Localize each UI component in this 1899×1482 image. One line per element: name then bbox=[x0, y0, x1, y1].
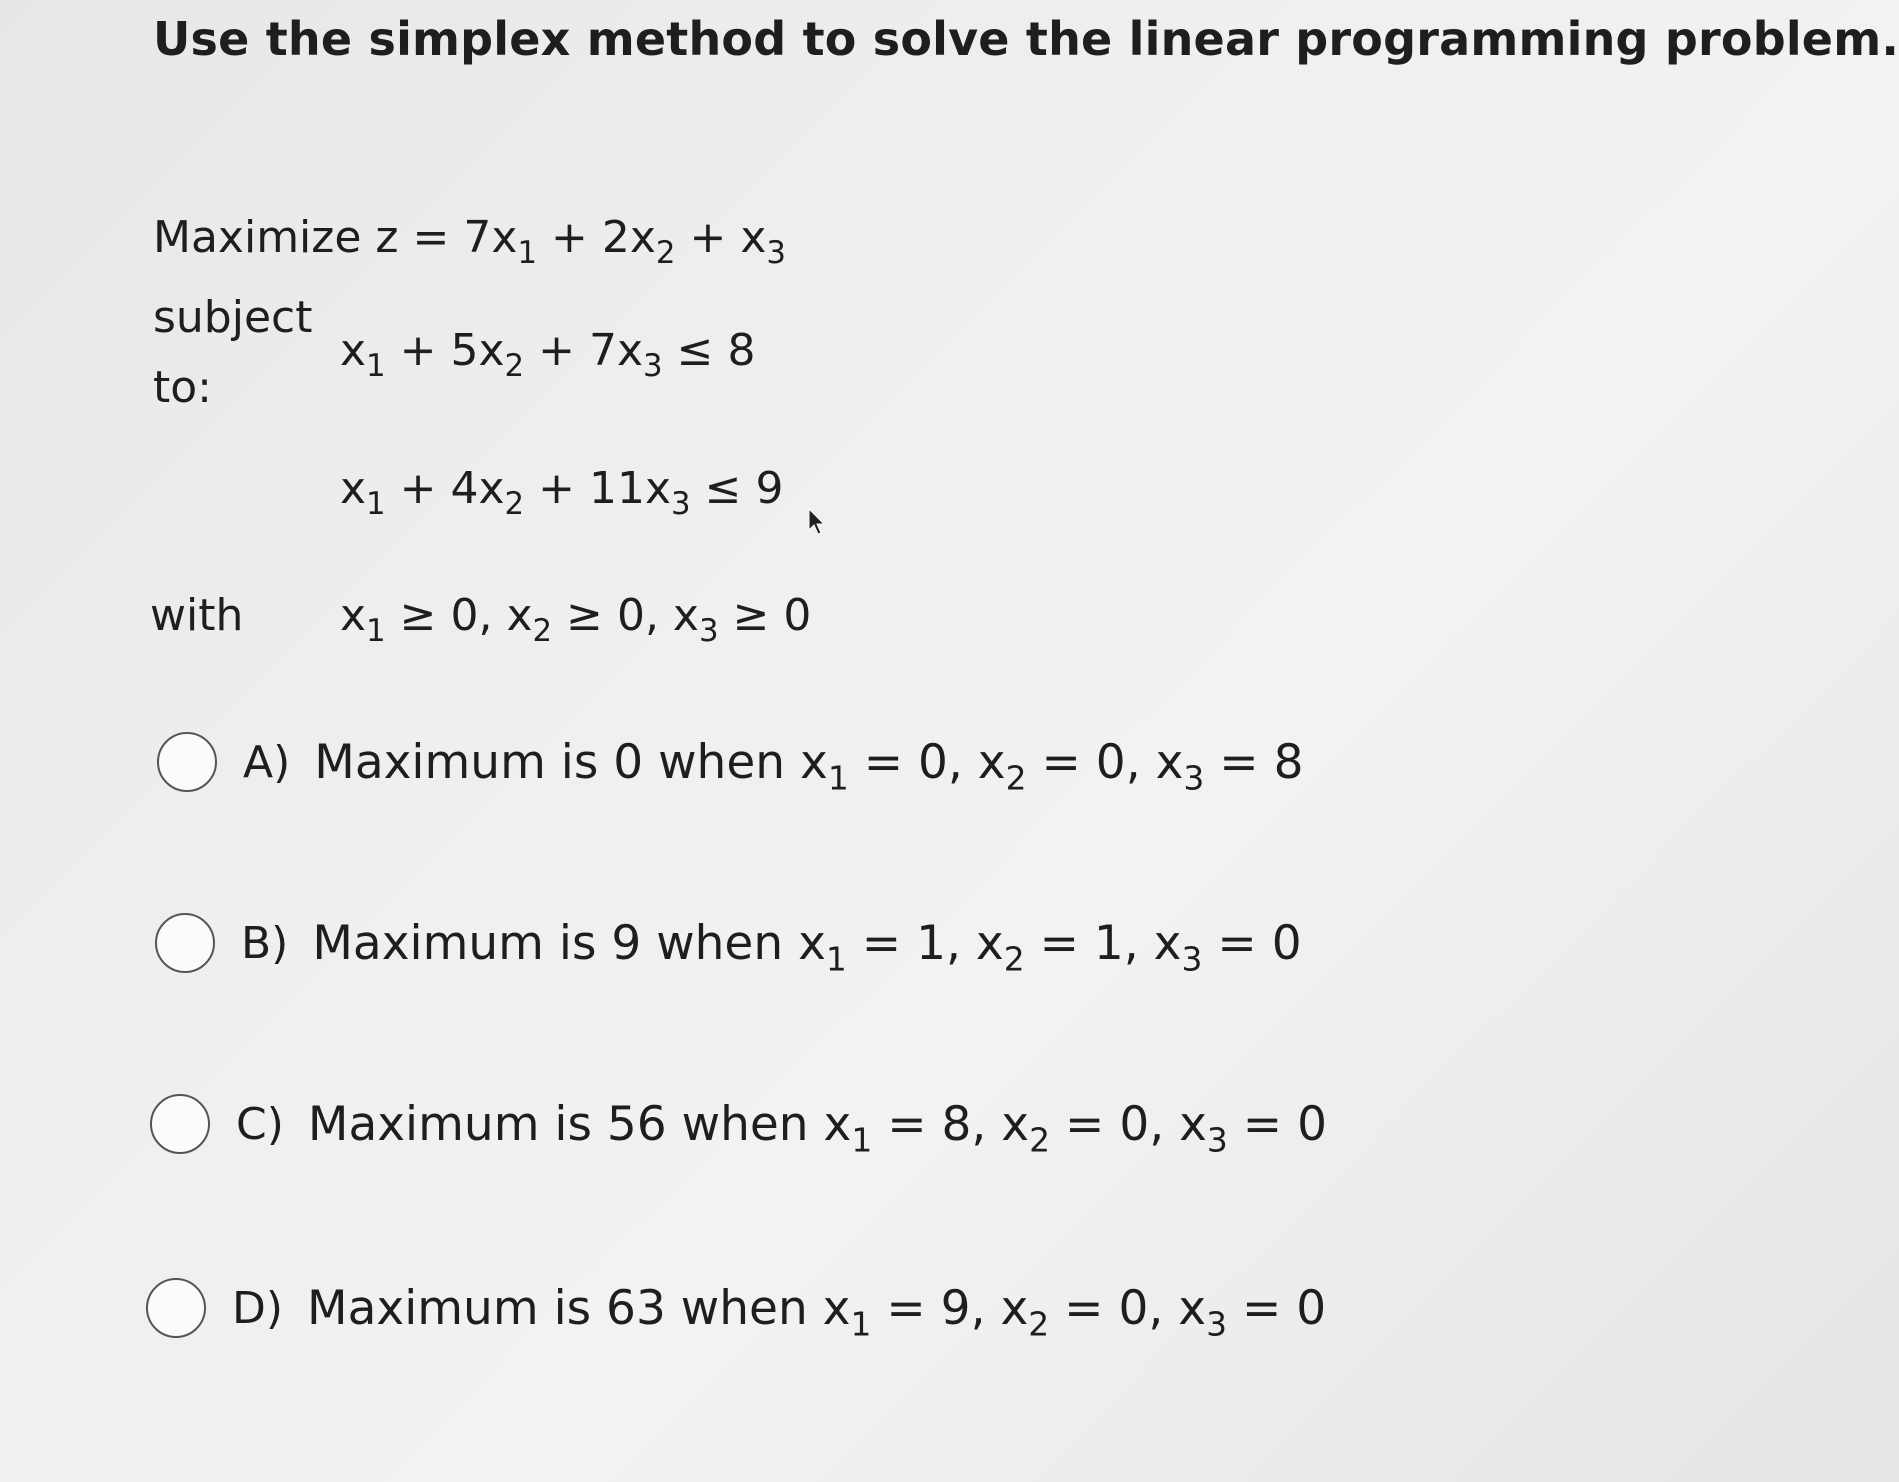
option-text-part: Maximum is 56 when x bbox=[307, 1096, 852, 1152]
radio-button-d[interactable] bbox=[146, 1278, 206, 1338]
option-letter: D) bbox=[232, 1282, 284, 1334]
subscript: 1 bbox=[825, 939, 847, 978]
constraint-part: + 4x bbox=[385, 463, 505, 514]
nonneg-part: x bbox=[340, 590, 367, 641]
subscript: 2 bbox=[1028, 1304, 1050, 1343]
subscript: 2 bbox=[1005, 758, 1027, 797]
nonneg-part: ≥ 0, x bbox=[552, 590, 699, 641]
option-letter: A) bbox=[243, 736, 291, 788]
option-text-part: = 1, x bbox=[1024, 915, 1182, 971]
option-text bbox=[314, 734, 1304, 797]
option-text-part: = 8, x bbox=[872, 1096, 1030, 1152]
option-text-part: = 0 bbox=[1227, 1096, 1328, 1152]
subscript: 1 bbox=[827, 758, 849, 797]
nonnegativity-constraints bbox=[340, 590, 812, 649]
constraint-part: ≤ 9 bbox=[690, 463, 784, 514]
objective-function bbox=[153, 212, 786, 271]
option-text-part: = 1, x bbox=[846, 915, 1004, 971]
option-text-part: = 8 bbox=[1204, 734, 1304, 790]
subscript: 3 bbox=[643, 347, 663, 384]
option-letter: C) bbox=[236, 1098, 284, 1150]
nonneg-part: ≥ 0 bbox=[718, 590, 812, 641]
option-text-part: = 0 bbox=[1202, 915, 1302, 971]
objective-part: + 2x bbox=[537, 212, 656, 263]
to-label: to: bbox=[153, 362, 212, 413]
objective-part: Maximize z = 7x bbox=[153, 212, 518, 263]
subscript: 1 bbox=[517, 234, 538, 271]
subscript: 2 bbox=[655, 234, 676, 271]
option-c[interactable] bbox=[150, 1094, 1328, 1159]
with-label: with bbox=[150, 590, 244, 641]
option-text-part: = 0, x bbox=[1026, 734, 1184, 790]
subscript: 1 bbox=[851, 1120, 873, 1159]
option-text-part: = 0, x bbox=[1049, 1280, 1207, 1336]
option-text-part: Maximum is 0 when x bbox=[314, 734, 828, 790]
radio-button-c[interactable] bbox=[150, 1094, 210, 1154]
option-text-part: = 0 bbox=[1227, 1280, 1327, 1336]
option-text bbox=[307, 1096, 1328, 1159]
subscript: 2 bbox=[504, 347, 525, 384]
subscript: 2 bbox=[504, 485, 525, 522]
option-text-part: Maximum is 63 when x bbox=[307, 1280, 851, 1336]
subscript: 3 bbox=[766, 234, 786, 271]
constraint-1 bbox=[340, 325, 756, 384]
option-a[interactable] bbox=[157, 732, 1304, 797]
subject-label: subject bbox=[153, 292, 313, 343]
option-text-part: Maximum is 9 when x bbox=[312, 915, 826, 971]
option-letter: B) bbox=[241, 917, 289, 969]
question-title: Use the simplex method to solve the linear programming problem. bbox=[153, 12, 1899, 66]
option-text-part: = 9, x bbox=[871, 1280, 1029, 1336]
constraint-part: ≤ 8 bbox=[662, 325, 756, 376]
option-d[interactable] bbox=[146, 1278, 1327, 1343]
radio-button-b[interactable] bbox=[155, 913, 215, 973]
subscript: 3 bbox=[698, 612, 719, 649]
constraint-part: + 11x bbox=[524, 463, 672, 514]
option-text bbox=[312, 915, 1302, 978]
subscript: 1 bbox=[366, 347, 386, 384]
mouse-pointer-icon bbox=[808, 508, 826, 536]
subscript: 3 bbox=[671, 485, 691, 522]
option-text bbox=[307, 1280, 1327, 1343]
objective-part: + x bbox=[675, 212, 767, 263]
subscript: 2 bbox=[1003, 939, 1025, 978]
subscript: 3 bbox=[1206, 1120, 1228, 1159]
subscript: 3 bbox=[1206, 1304, 1228, 1343]
constraint-part: x bbox=[340, 463, 367, 514]
subscript: 3 bbox=[1183, 758, 1205, 797]
radio-button-a[interactable] bbox=[157, 732, 217, 792]
subscript: 1 bbox=[366, 485, 386, 522]
subscript: 1 bbox=[366, 612, 386, 649]
option-b[interactable] bbox=[155, 913, 1302, 978]
constraint-2 bbox=[340, 463, 784, 522]
constraint-part: + 5x bbox=[385, 325, 505, 376]
constraint-part: x bbox=[340, 325, 367, 376]
constraint-part: + 7x bbox=[524, 325, 644, 376]
subscript: 2 bbox=[532, 612, 553, 649]
subscript: 1 bbox=[850, 1304, 872, 1343]
subscript: 2 bbox=[1029, 1120, 1051, 1159]
subscript: 3 bbox=[1181, 939, 1203, 978]
option-text-part: = 0, x bbox=[848, 734, 1006, 790]
option-text-part: = 0, x bbox=[1050, 1096, 1207, 1152]
nonneg-part: ≥ 0, x bbox=[385, 590, 533, 641]
